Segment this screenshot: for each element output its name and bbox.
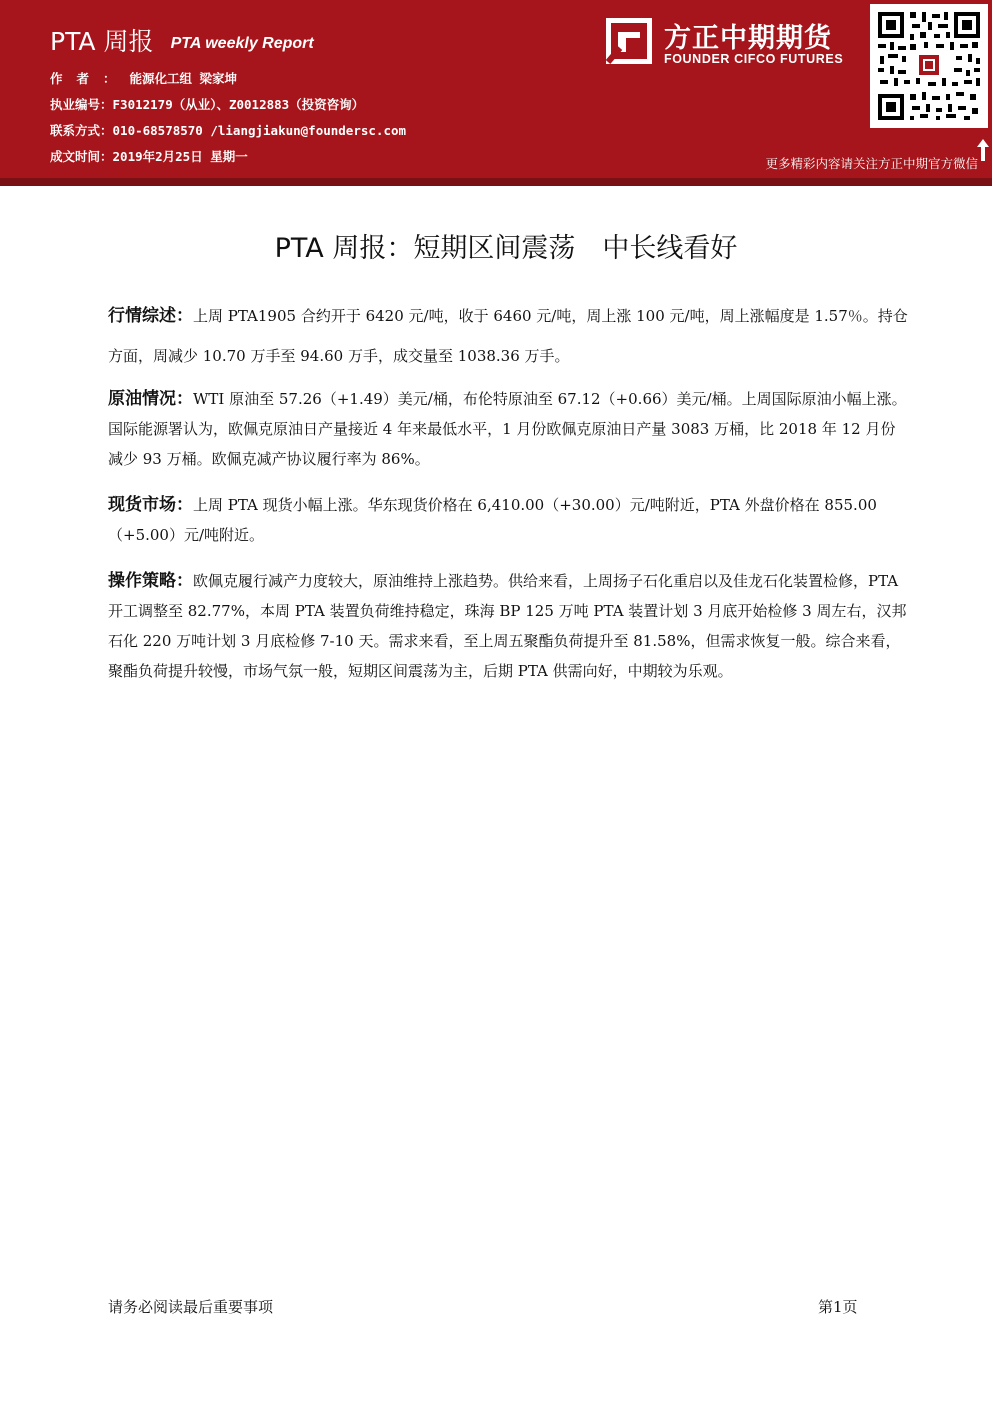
series-title-cn: PTA 周报 [50, 27, 154, 56]
report-header [0, 0, 992, 178]
contact-value: 010-68578570 /liangjiakun@foundersc.com [112, 123, 407, 138]
section-text: 上周 PTA1905 合约开于 6420 元/吨，收于 6460 元/吨，周上涨 100 元/吨，周上涨幅度是 1.57％。持仓方面，周减少 10.70 万手至 94.60 万手，成交量至 1038.36 万手。 [108, 307, 908, 365]
license-value: F3012179（从业）、Z0012883（投资咨询） [112, 97, 365, 112]
header-divider [0, 178, 992, 186]
section-text: 上周 PTA 现货小幅上涨。华东现货价格在 6,410.00（+30.00）元/吨附近，PTA 外盘价格在 855.00（+5.00）元/吨附近。 [108, 496, 877, 544]
logo-text-cn: 方正中期期货 [664, 23, 832, 54]
qr-code-icon [876, 10, 982, 122]
logo-text-en: FOUNDER CIFCO FUTURES [664, 52, 844, 66]
section-text: 欧佩克履行减产力度较大，原油维持上涨趋势。供给来看，上周扬子石化重启以及佳龙石化装置检修，PTA 开工调整至 82.77%，本周 PTA 装置负荷维持稳定，珠海 BP 125 万吨 PTA 装置计划 3 月底开始检修 3 周左右，汉邦石化 220 万吨计划 3 月底检修 7-10 天。需求来看，至上周五聚酯负荷提升至 81.58%，但需求恢复一般。综合来看，聚酯负荷提升较慢，市场气氛一般，短期区间震荡为主，后期 PTA 供需向好，中期较为乐观。 [108, 572, 907, 680]
date-label: 成文时间： [50, 149, 113, 164]
license-row [50, 92, 406, 118]
report-series-title [50, 22, 314, 58]
author-row [50, 66, 406, 92]
section-strategy [108, 566, 908, 686]
wechat-qr-code [870, 4, 988, 128]
wechat-follow-note: 更多精彩内容请关注方正中期官方微信 [765, 156, 978, 171]
date-row [50, 144, 406, 170]
company-logo [606, 14, 866, 70]
section-text: WTI 原油至 57.26（+1.49）美元/桶，布伦特原油至 67.12（+0.66）美元/桶。上周国际原油小幅上涨。国际能源署认为，欧佩克原油日产量接近 4 年来最低水平，1 月份欧佩克原油日产量 3083 万桶，比 2018 年 12 月份减少 93 万桶。欧佩克减产协议履行率为 86%。 [108, 390, 907, 468]
page-title: PTA 周报：短期区间震荡 中长线看好 [274, 233, 738, 264]
founder-logo-icon [606, 18, 652, 64]
author-label: 作者： [50, 71, 130, 86]
author-value: 能源化工组 梁家坤 [129, 71, 238, 86]
footer-disclaimer: 请务必阅读最后重要事项 [108, 1298, 274, 1316]
section-heading: 行情综述： [108, 306, 193, 326]
report-metadata [50, 66, 406, 170]
section-heading: 原油情况： [108, 389, 193, 409]
up-arrow-icon [976, 138, 990, 162]
series-title-en: PTA weekly Report [170, 35, 314, 52]
section-market-overview [108, 296, 908, 376]
date-value: 2019年2月25日 星期一 [112, 149, 248, 164]
license-label: 执业编号： [50, 97, 113, 112]
section-heading: 操作策略： [108, 571, 193, 591]
section-heading: 现货市场： [108, 495, 193, 515]
contact-label: 联系方式： [50, 123, 113, 138]
contact-row [50, 118, 406, 144]
page-number: 第1页 [818, 1298, 858, 1316]
section-crude-oil [108, 384, 908, 474]
section-spot-market [108, 490, 908, 550]
